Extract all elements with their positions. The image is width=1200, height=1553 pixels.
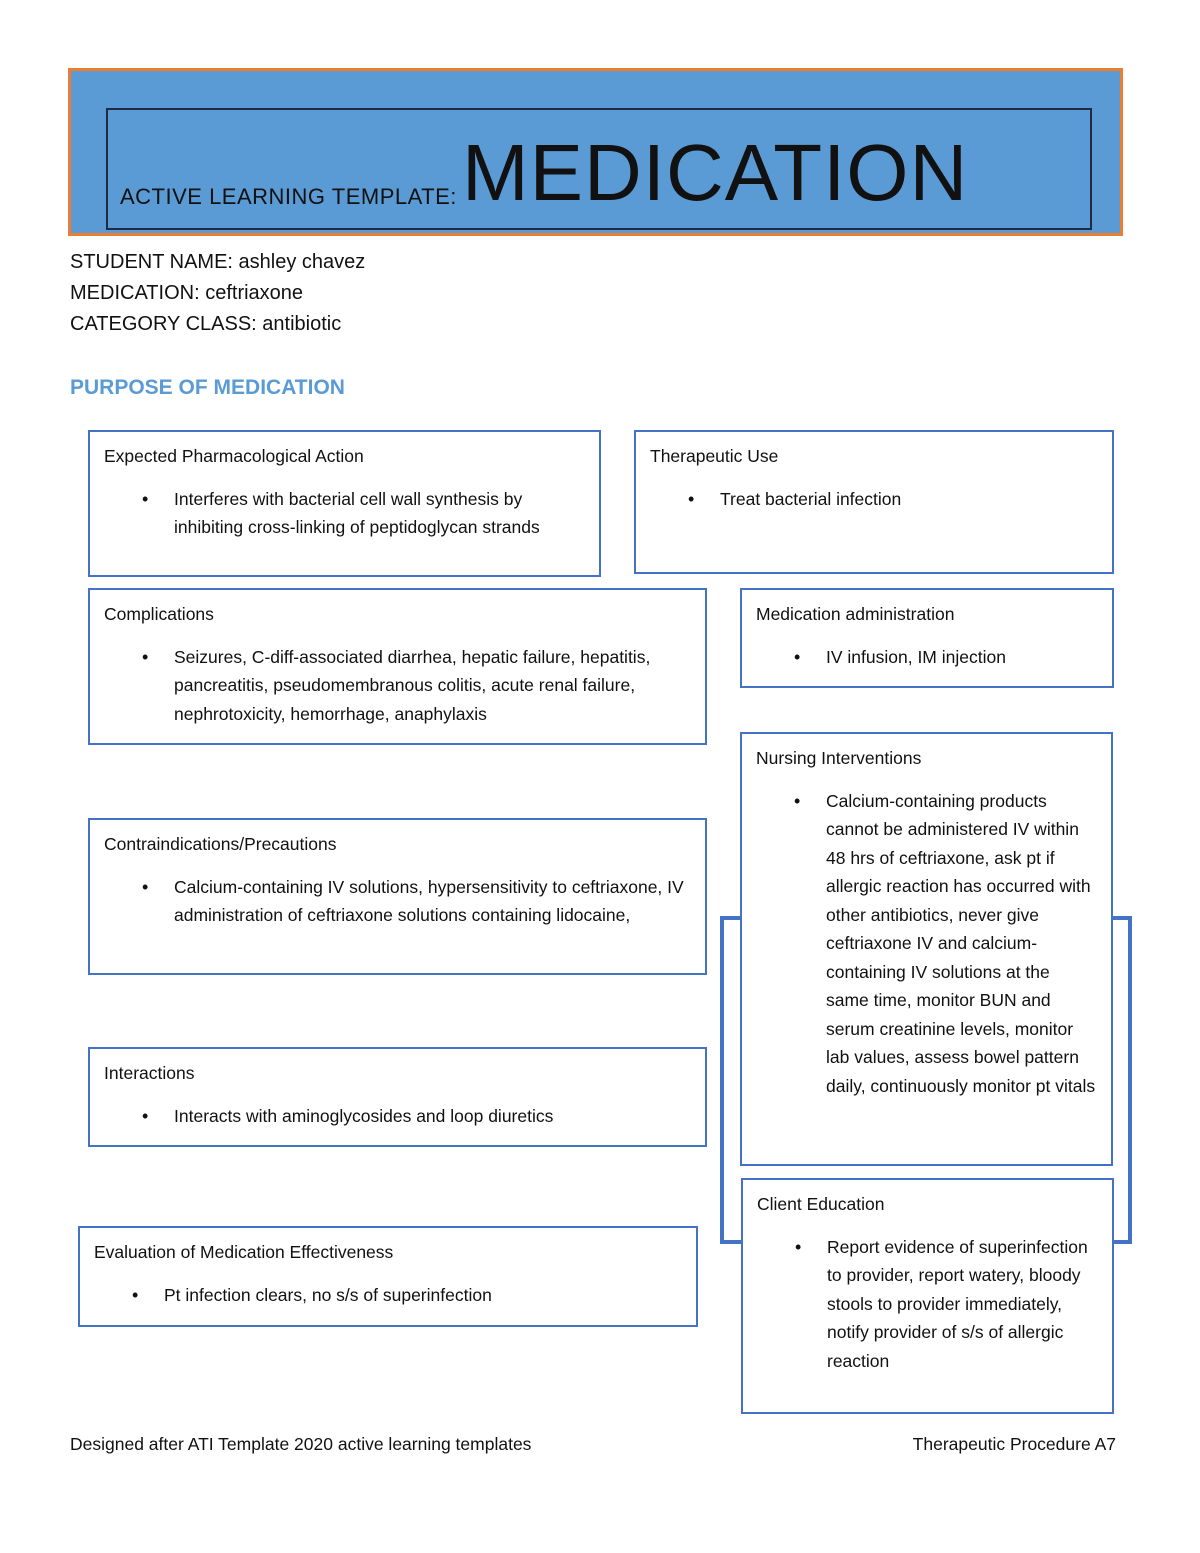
box-heading: Medication administration bbox=[756, 604, 955, 624]
medication-label: MEDICATION: bbox=[70, 282, 200, 304]
bullet-item: • Calcium-containing products cannot be administered IV within 48 hrs of ceftriaxone, ask pt if allergic reaction has occurred with other antibiotics, never give ceftriaxone IV and calcium-containing IV solutions at the same time, monitor BUN and serum creatinine levels, monitor lab values, assess bowel pattern daily, continuously monitor pt vitals bbox=[756, 787, 1097, 1101]
bullet-item: • Pt infection clears, no s/s of superinfection bbox=[94, 1281, 682, 1310]
bullet-item: • Interferes with bacterial cell wall synthesis by inhibiting cross-linking of peptidoglycan strands bbox=[104, 485, 585, 542]
bullet-item: • Treat bacterial infection bbox=[650, 485, 1098, 514]
bullet-item: • Report evidence of superinfection to provider, report watery, bloody stools to provider immediately, notify provider of s/s of allergic reaction bbox=[757, 1233, 1098, 1376]
box-heading: Expected Pharmacological Action bbox=[104, 446, 364, 466]
footer-left: Designed after ATI Template 2020 active learning templates bbox=[70, 1434, 532, 1454]
pharm-action-box bbox=[88, 430, 601, 577]
therapeutic-use-box bbox=[634, 430, 1114, 574]
contraindications-box bbox=[88, 818, 707, 975]
box-heading: Nursing Interventions bbox=[756, 748, 922, 768]
evaluation-box bbox=[78, 1226, 698, 1327]
complications-box bbox=[88, 588, 707, 745]
box-heading: Client Education bbox=[757, 1194, 885, 1214]
student-name-value: ashley chavez bbox=[238, 251, 366, 273]
box-heading: Therapeutic Use bbox=[650, 446, 779, 466]
box-heading: Contraindications/Precautions bbox=[104, 834, 337, 854]
medication-value: ceftriaxone bbox=[205, 282, 304, 304]
interactions-box bbox=[88, 1047, 707, 1147]
box-heading: Interactions bbox=[104, 1063, 195, 1083]
template-label: ACTIVE LEARNING TEMPLATE: bbox=[120, 184, 457, 209]
bullet-item: • Seizures, C-diff-associated diarrhea, hepatic failure, hepatitis, pancreatitis, pseudomembranous colitis, acute renal failure, nephrotoxicity, hemorrhage, anaphylaxis bbox=[104, 643, 691, 729]
bracket-connector-left bbox=[720, 916, 742, 1244]
bullet-item: • Interacts with aminoglycosides and loop diuretics bbox=[104, 1102, 691, 1131]
administration-box bbox=[740, 588, 1114, 688]
box-heading: Complications bbox=[104, 604, 214, 624]
section-title: PURPOSE OF MEDICATION bbox=[70, 376, 345, 399]
footer-right: Therapeutic Procedure A7 bbox=[912, 1434, 1116, 1454]
student-name-line bbox=[70, 251, 365, 274]
student-name-label: STUDENT NAME: bbox=[70, 251, 233, 273]
medication-line bbox=[70, 282, 303, 305]
category-value: antibiotic bbox=[262, 313, 342, 335]
page-title: MEDICATION bbox=[462, 128, 969, 217]
category-line bbox=[70, 313, 341, 336]
box-heading: Evaluation of Medication Effectiveness bbox=[94, 1242, 394, 1262]
nursing-interventions-box bbox=[740, 732, 1113, 1166]
bullet-item: • Calcium-containing IV solutions, hypersensitivity to ceftriaxone, IV administration of ceftriaxone solutions containing lidocaine, bbox=[104, 873, 691, 930]
client-education-box bbox=[741, 1178, 1114, 1414]
bullet-item: • IV infusion, IM injection bbox=[756, 643, 1098, 672]
category-label: CATEGORY CLASS: bbox=[70, 313, 257, 335]
